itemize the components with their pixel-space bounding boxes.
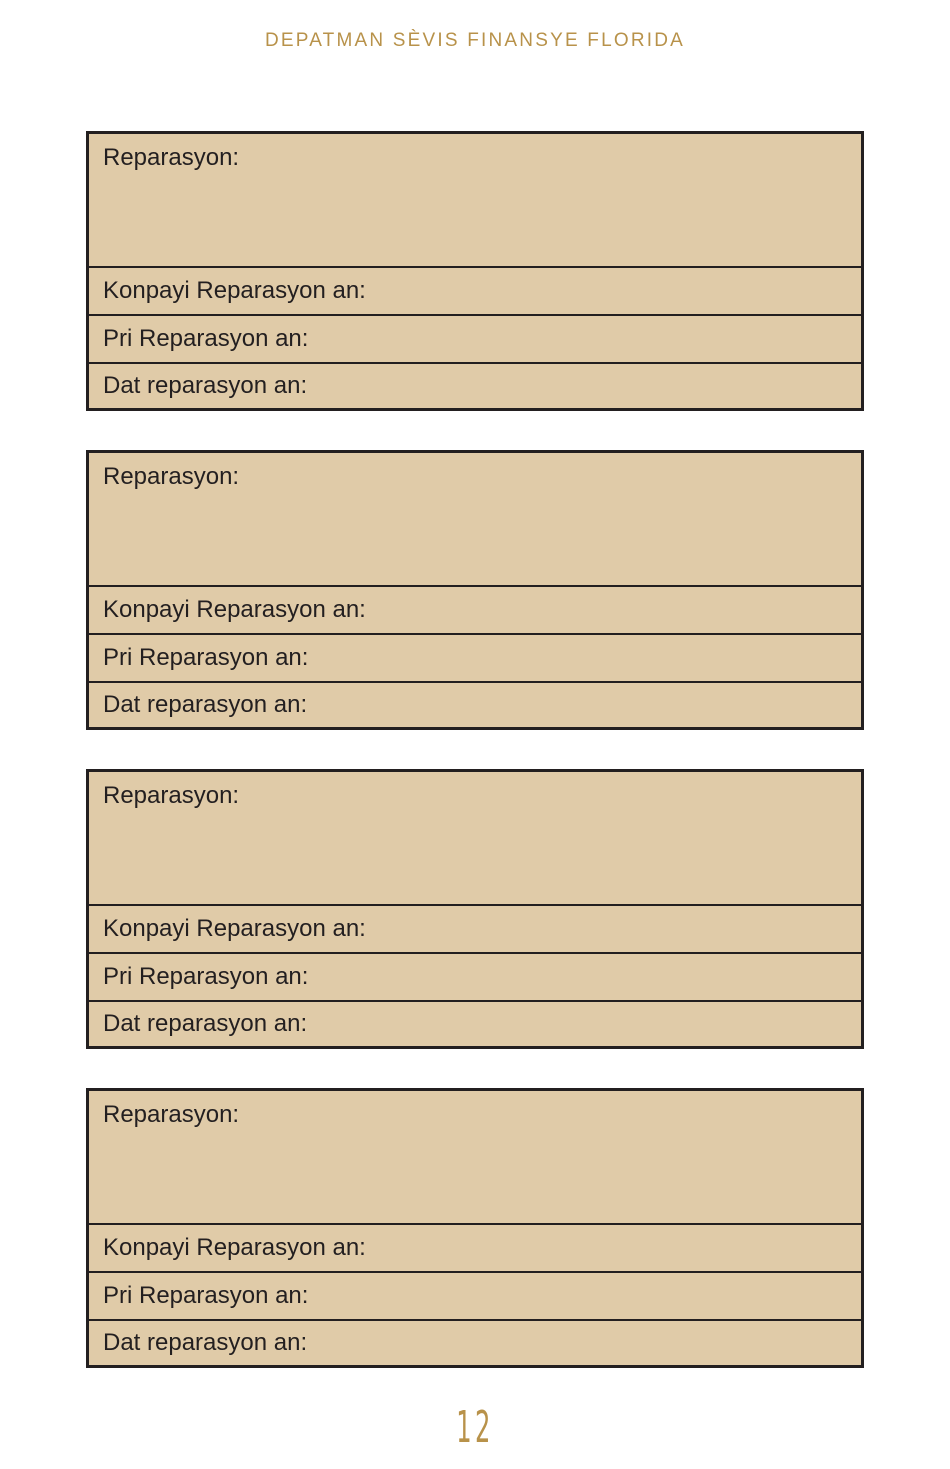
repair-date-field[interactable]: Dat reparasyon an:	[89, 681, 861, 727]
repair-field[interactable]: Reparasyon:	[103, 144, 240, 171]
repair-price-field[interactable]: Pri Reparasyon an:	[89, 952, 861, 1000]
repair-field[interactable]: Reparasyon:	[103, 782, 240, 809]
repair-price-field[interactable]: Pri Reparasyon an:	[89, 314, 861, 362]
repair-price-field[interactable]: Pri Reparasyon an:	[89, 633, 861, 681]
repair-record-4	[86, 1088, 864, 1368]
repair-field[interactable]: Reparasyon:	[103, 463, 240, 490]
repair-date-field[interactable]: Dat reparasyon an:	[89, 1000, 861, 1046]
page-header: DEPATMAN SÈVIS FINANSYE FLORIDA	[264, 30, 686, 51]
page-number: 12	[456, 1402, 494, 1453]
repair-company-field[interactable]: Konpayi Reparasyon an:	[89, 904, 861, 952]
repair-date-field[interactable]: Dat reparasyon an:	[89, 362, 861, 408]
repair-date-field[interactable]: Dat reparasyon an:	[89, 1319, 861, 1365]
repair-company-field[interactable]: Konpayi Reparasyon an:	[89, 1223, 861, 1271]
repair-field[interactable]: Reparasyon:	[103, 1101, 240, 1128]
repair-company-field[interactable]: Konpayi Reparasyon an:	[89, 266, 861, 314]
repair-records	[86, 131, 864, 1407]
repair-record-1	[86, 131, 864, 411]
repair-company-field[interactable]: Konpayi Reparasyon an:	[89, 585, 861, 633]
repair-price-field[interactable]: Pri Reparasyon an:	[89, 1271, 861, 1319]
repair-record-2	[86, 450, 864, 730]
repair-record-3	[86, 769, 864, 1049]
